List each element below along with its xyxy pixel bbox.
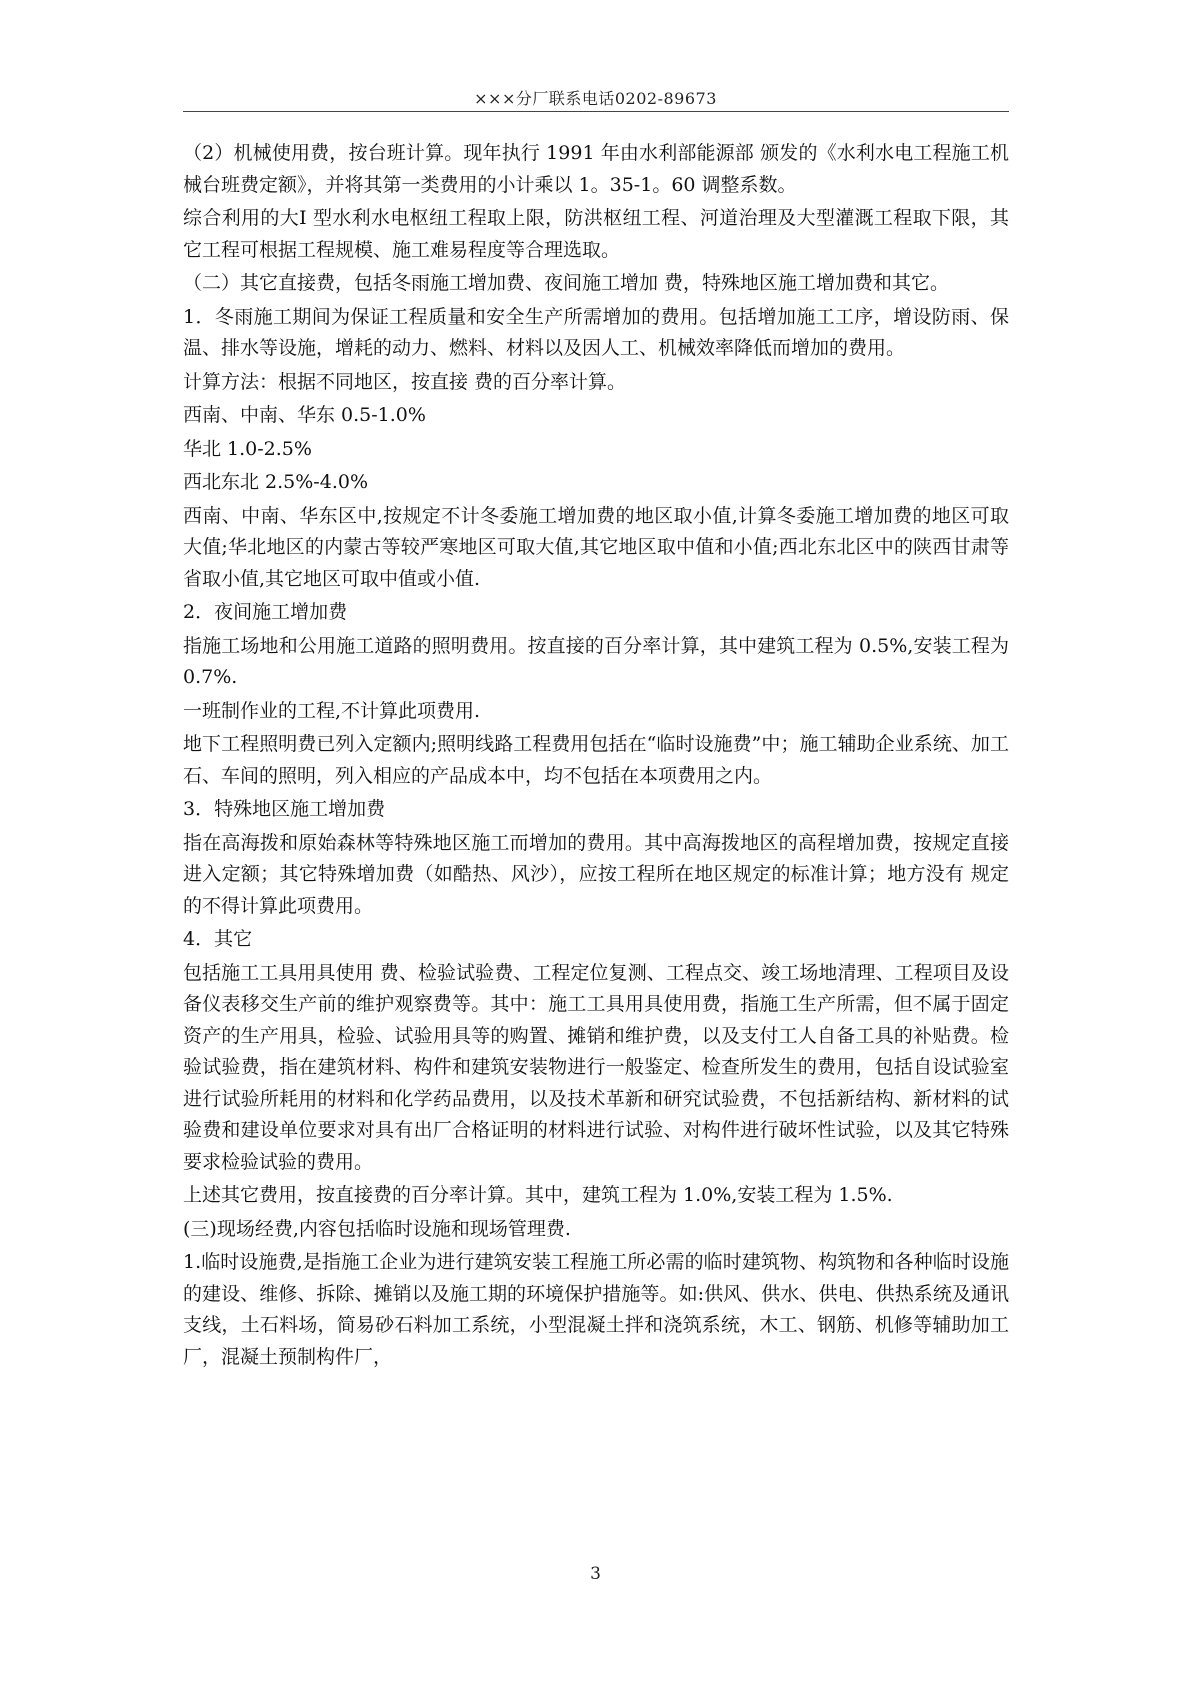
- page-header: ×××分厂联系电话0202-89673: [474, 89, 717, 108]
- paragraph-machinery-fee: （2）机械使用费，按台班计算。现年执行 1991 年由水利部能源部 颁发的《水利水电工程施工机械台班费定额》，并将其第一类费用的小计乘以 1。35-1。60 调整系数。: [183, 142, 1009, 196]
- paragraph-other-direct-costs: （二）其它直接费，包括冬雨施工增加费、夜间施工增加 费，特殊地区施工增加费和其它。: [183, 272, 950, 294]
- paragraph-lighting-cost: 指施工场地和公用施工道路的照明费用。按直接的百分率计算，其中建筑工程为 0.5%,安装工程为 0.7%.: [183, 634, 1009, 688]
- paragraph-regional-rules: 西南、中南、华东区中,按规定不计冬委施工增加费的地区取小值,计算冬委施工增加费的地区可取大值;华北地区的内蒙古等较严寒地区可取大值,其它地区取中值和小值;西北东北区中的陕西甘肃等省取小值,其它地区可取中值或小值.: [183, 504, 1009, 590]
- paragraph-underground-lighting: 地下工程照明费已列入定额内;照明线路工程费用包括在“临时设施费”中；施工辅助企业系统、加工石、车间的照明，列入相应的产品成本中，均不包括在本项费用之内。: [183, 733, 1009, 787]
- page-number: 3: [590, 1564, 601, 1584]
- heading-others: 4．其它: [183, 928, 253, 950]
- paragraph-winter-rain-construction: 1．冬雨施工期间为保证工程质量和安全生产所需增加的费用。包括增加施工工序，增设防雨、保温、排水等设施，增耗的动力、燃料、材料以及因人工、机械效率降低而增加的费用。: [183, 305, 1009, 359]
- heading-special-area: 3．特殊地区施工增加费: [183, 798, 386, 820]
- paragraph-upper-lower-limit: 综合利用的大I 型水利水电枢纽工程取上限，防洪枢纽工程、河道治理及大型灌溉工程取下限，其它工程可根据工程规模、施工难易程度等合理选取。: [183, 207, 1009, 261]
- heading-site-expenses: (三)现场经费,内容包括临时设施和现场管理费.: [183, 1217, 571, 1240]
- paragraph-rate-southwest: 西南、中南、华东 0.5-1.0%: [183, 404, 426, 426]
- paragraph-calculation-method: 计算方法：根据不同地区，按直接 费的百分率计算。: [183, 370, 627, 393]
- paragraph-temporary-facilities: 1.临时设施费,是指施工企业为进行建筑安装工程施工所必需的临时建筑物、构筑物和各种临时设施的建设、维修、拆除、摊销以及施工期的环境保护措施等。如:供风、供水、供电、供热系统及通讯支线，土石料场，简易砂石料加工系统，小型混凝土拌和浇筑系统，木工、钢筋、机修等辅助加工厂，混凝土预制构件厂，: [183, 1251, 1009, 1368]
- paragraph-high-altitude: 指在高海拨和原始森林等特殊地区施工而增加的费用。其中高海拨地区的高程增加费，按规定直接 进入定额；其它特殊增加费（如酷热、风沙），应按工程所在地区规定的标准计算；地方没有 规定的不得计算此项费用。: [183, 831, 1009, 917]
- paragraph-tools-and-testing: 包括施工工具用具使用 费、检验试验费、工程定位复测、工程点交、竣工场地清理、工程项目及设备仪表移交生产前的维护观察费等。其中：施工工具用具使用费，指施工生产所需，但不属于固定资产的生产用具，检验、试验用具等的购置、摊销和维护费，以及支付工人自备工具的补贴费。检验试验费，指在建筑材料、构件和建筑安装物进行一般鉴定、检查所发生的费用，包括自设试验室进行试验所耗用的材料和化学药品费用，以及技术革新和研究试验费，不包括新结构、新材料的试验费和建设单位要求对具有出厂合格证明的材料进行试验、对构件进行破坏性试验，以及其它特殊要求检验试验的费用。: [183, 961, 1009, 1173]
- paragraph-rate-northwest-northeast: 西北东北 2.5%-4.0%: [183, 471, 368, 493]
- paragraph-other-rates: 上述其它费用，按直接费的百分率计算。其中，建筑工程为 1.0%,安装工程为 1.5%.: [183, 1184, 893, 1206]
- paragraph-rate-north: 华北 1.0-2.5%: [183, 437, 312, 460]
- paragraph-single-shift: 一班制作业的工程,不计算此项费用.: [183, 699, 481, 722]
- heading-night-construction: 2．夜间施工增加费: [183, 601, 348, 623]
- document-body: [183, 138, 1009, 1375]
- header-divider: [183, 111, 1009, 112]
